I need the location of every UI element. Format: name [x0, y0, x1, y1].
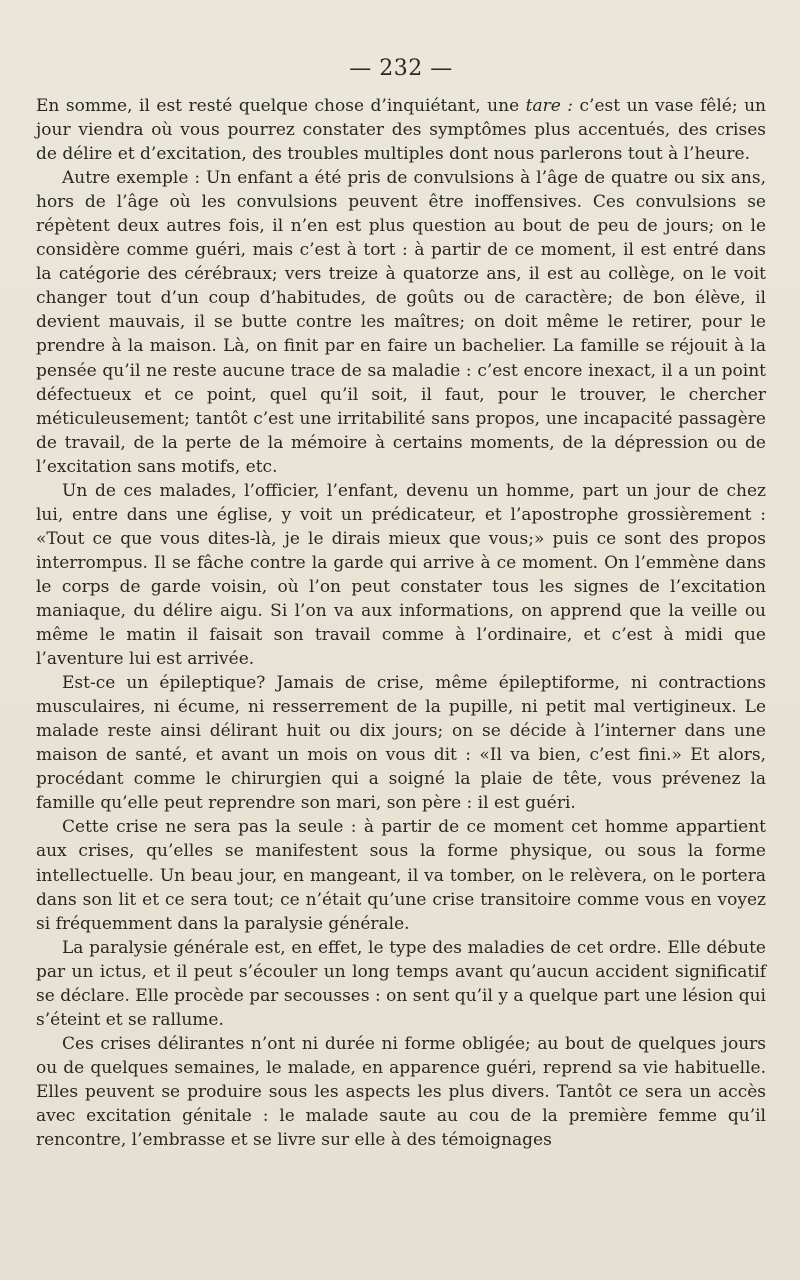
paragraph: [36, 671, 766, 815]
text-run: Cette crise ne sera pas la seule : à partir de ce moment cet homme appartient aux crises, qu’elles se manifestent sous la forme physique, ou sous la forme intellectuelle. Un beau jour, en mangeant, il va tomber, on le relèvera, on le portera dans son lit et ce sera tout; ce n’était qu’une crise transitoire comme vous en voyez si fréquemment dans la paralysie générale.: [36, 817, 766, 934]
paragraph: [36, 936, 766, 1032]
text-run: Autre exemple : Un enfant a été pris de convulsions à l’âge de quatre ou six ans, hors de l’âge où les convulsions peuvent être inoffensives. Ces convulsions se répètent deux autres fois, il n’en est plus question au bout de peu de jours; on le considère comme guéri, mais c’est à tort : à partir de ce moment, il est entré dans la catégorie des cérébraux; vers treize à quatorze ans, il est au collège, on le voit changer tout d’un coup d’habitudes, de goûts ou de caractère; de bon élève, il devient mauvais, il se butte contre les maîtres; on doit même le retirer, pour le prendre à la maison. Là, on finit par en faire un bachelier. La famille se réjouit à la pensée qu’il ne reste aucune trace de sa maladie : c’est encore inexact, il a un point défectueux et ce point, quel qu’il soit, il faut, pour le trouver, le chercher méticuleusement; tantôt c’est une irritabilité sans propos, une incapacité passagère de travail, de la perte de la mémoire à certains moments, de la dépression ou de l’excitation sans motifs, etc.: [36, 168, 766, 477]
text-run: Est-ce un épileptique? Jamais de crise, même épileptiforme, ni contractions musculaires, ni écume, ni resserrement de la pupille, ni petit mal vertigineux. Le malade reste ainsi délirant huit ou dix jours; on se décide à l’interner dans une maison de santé, et avant un mois on vous dit : «Il va bien, c’est fini.» Et alors, procédant comme le chirurgien qui a soigné la plaie de tête, vous prévenez la famille qu’elle peut reprendre son mari, son père : il est guéri.: [36, 673, 766, 814]
text-run: Ces crises délirantes n’ont ni durée ni forme obligée; au bout de quelques jours ou de quelques semaines, le malade, en apparence guéri, reprend sa vie habituelle. Elles peuvent se produire sous les aspects les plus divers. Tantôt ce sera un accès avec excitation génitale : le malade saute au cou de la première femme qu’il rencontre, l’embrasse et se livre sur elle à des témoignages: [36, 1033, 766, 1151]
paragraph: [36, 815, 766, 935]
paragraph: [36, 1032, 766, 1152]
text-run: c’est un vase fêlé; un jour viendra où vous pourrez constater des symptômes plus accentués, des crises de délire et d’excitation, des troubles multiples dont nous parlerons tout à l’heure.: [36, 96, 766, 165]
italic-text: tare :: [525, 96, 574, 116]
paragraph: [36, 166, 766, 479]
text-run: La paralysie générale est, en effet, le type des maladies de cet ordre. Elle débute par un ictus, et il peut s’écouler un long temps avant qu’aucun accident significatif se déclare. Elle procède par secousses : on sent qu’il y a quelque part une lésion qui s’éteint et se rallume.: [36, 937, 766, 1030]
body-text: [36, 94, 766, 1152]
page-number: — 232 —: [349, 56, 453, 81]
text-run: En somme, il est resté quelque chose d’inquiétant, une: [36, 96, 526, 116]
text-run: Un de ces malades, l’officier, l’enfant, devenu un homme, part un jour de chez lui, entre dans une église, y voit un prédicateur, et l’apostrophe grossièrement : «Tout ce que vous dites-là, je le dirais mieux que vous;» puis ce sont des propos interrompus. Il se fâche contre la garde qui arrive à ce moment. On l’emmène dans le corps de garde voisin, où l’on peut constater tous les signes de l’excitation maniaque, du délire aigu. Si l’on va aux informations, on apprend que la veille ou même le matin il faisait son travail comme à l’ordinaire, et c’est à midi que l’aventure lui est arrivée.: [36, 480, 766, 670]
paragraph: [36, 479, 766, 671]
paragraph: [36, 94, 766, 166]
